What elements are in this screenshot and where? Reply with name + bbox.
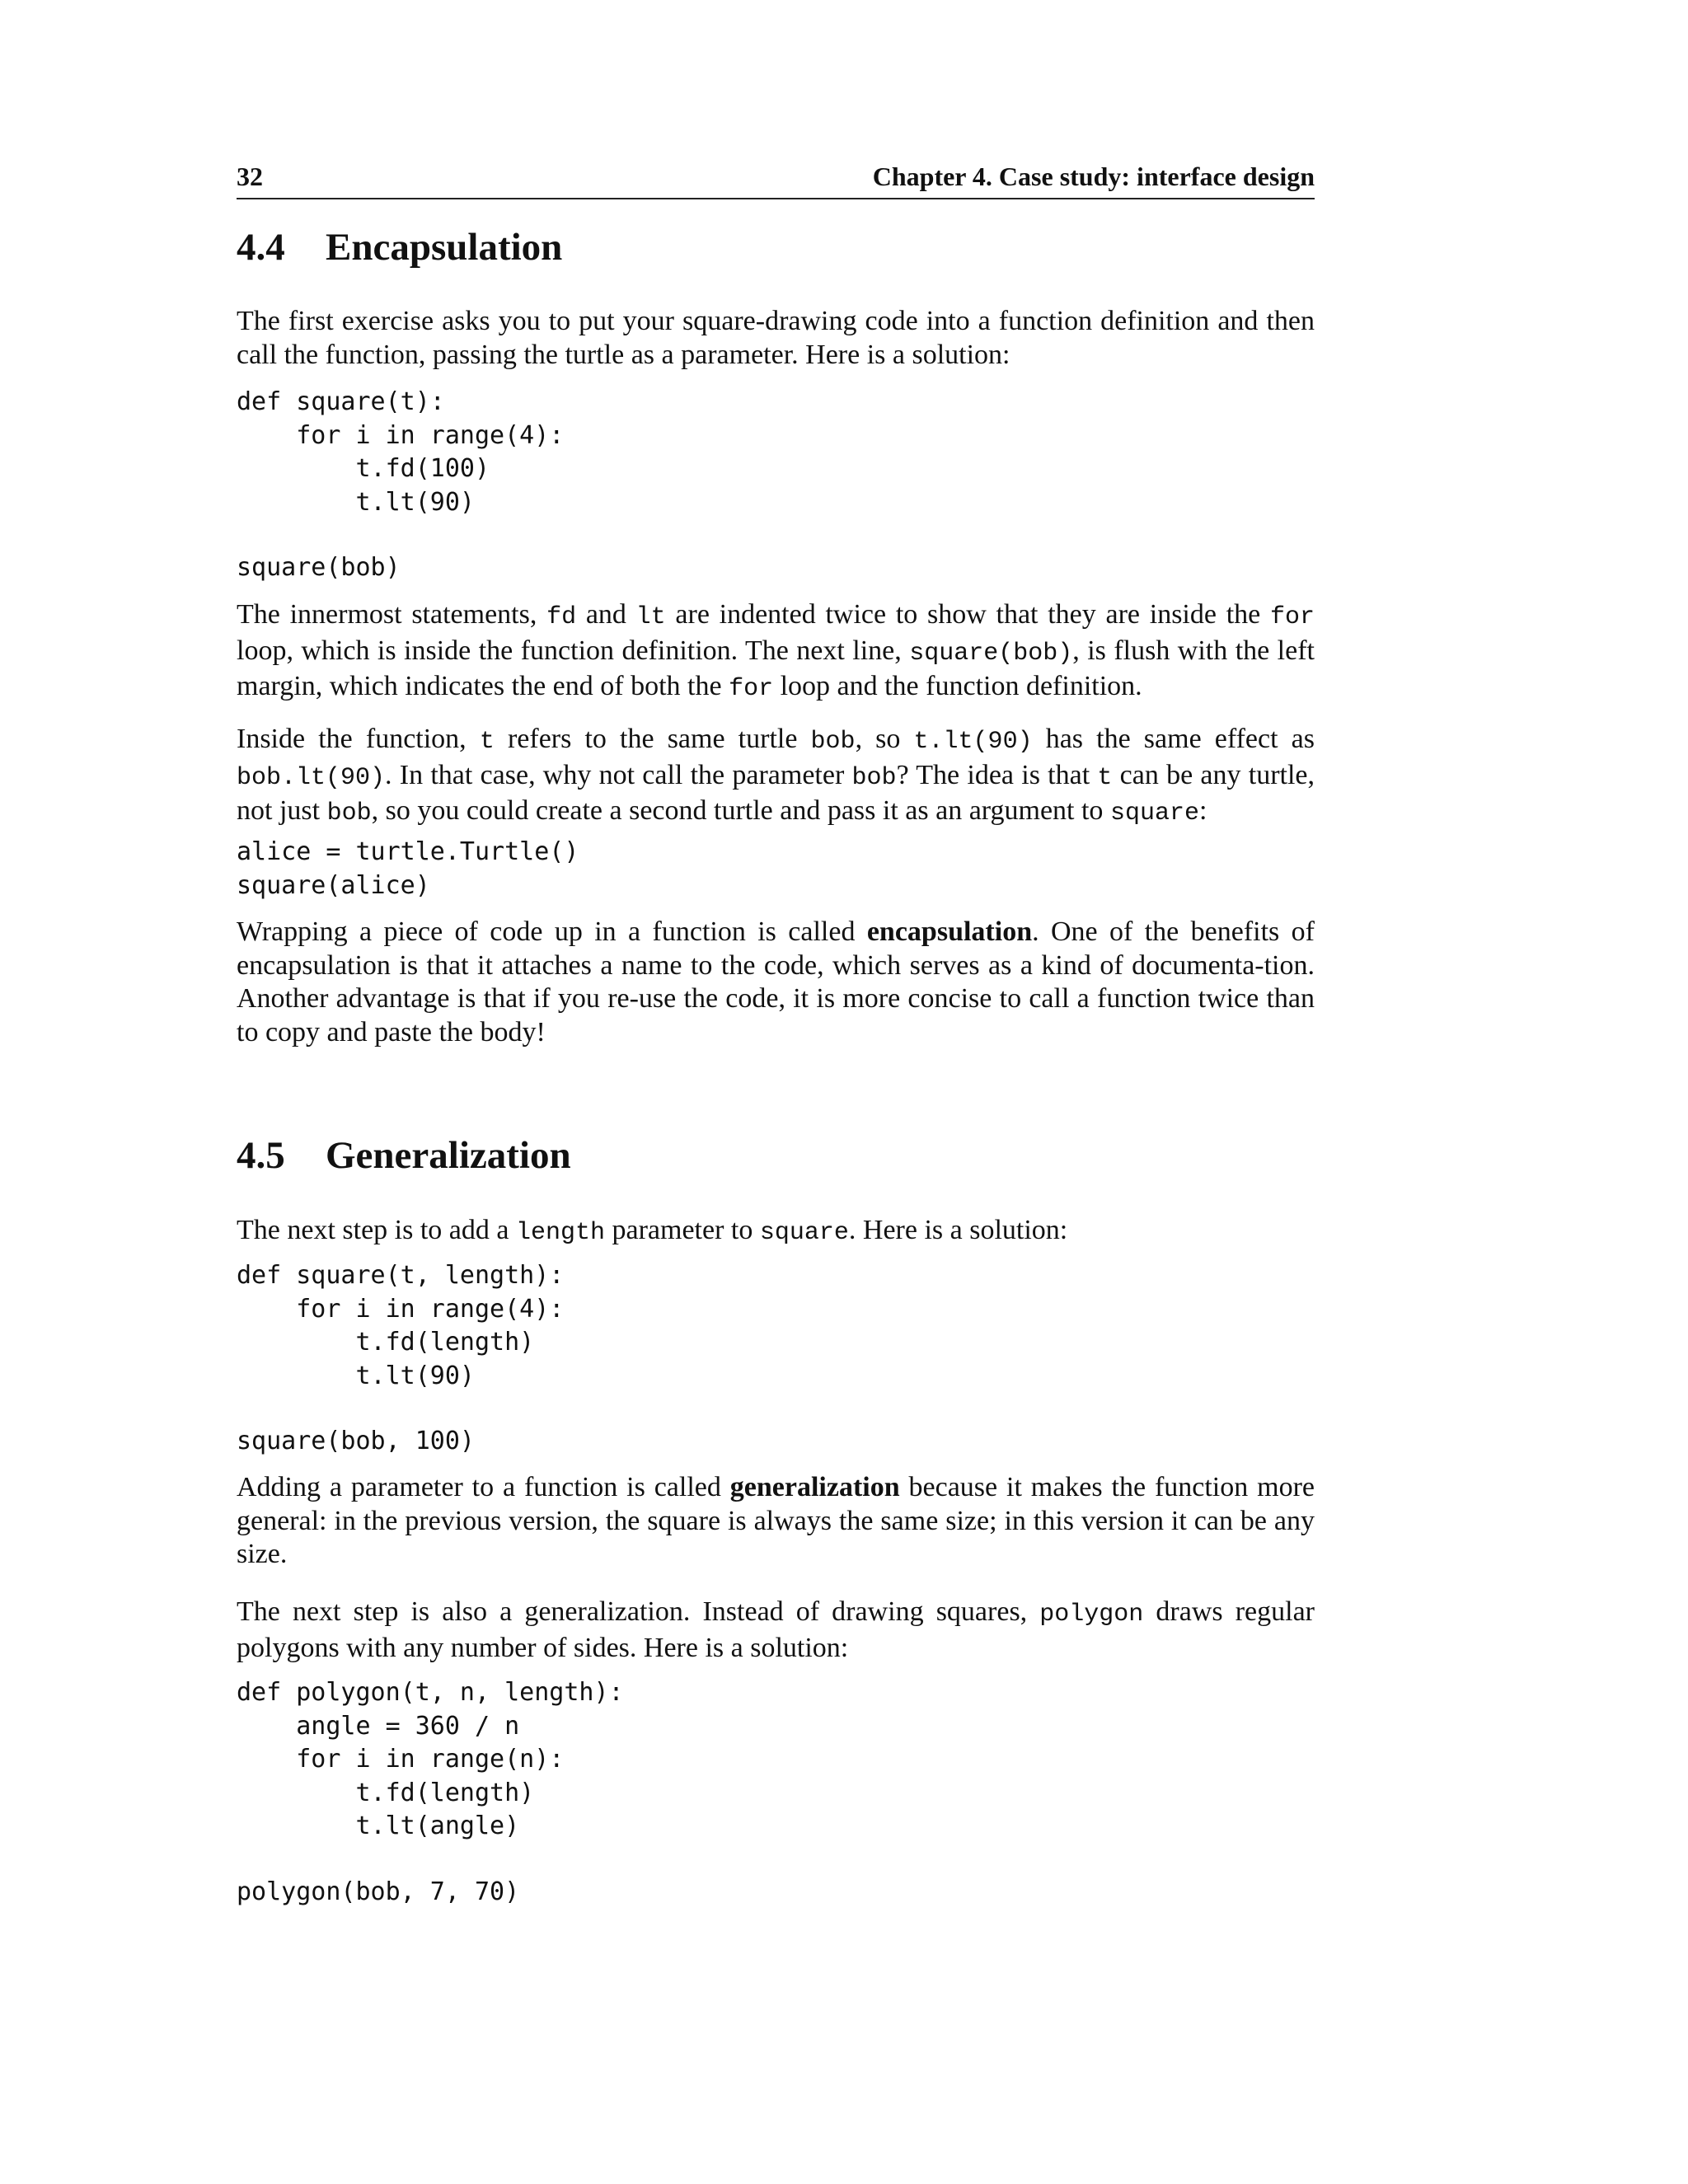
inline-code: t.lt(90) <box>913 728 1033 756</box>
inline-code: fd <box>546 603 577 631</box>
paragraph: Wrapping a piece of code up in a function is called encapsulation. One of the benefits of encapsulation is that it attaches a name to the code, which serves as a kind of documenta-tion. Another advantage is that if you re-use the code, it is more concise to call a function twice than to copy and paste the body! <box>237 916 1315 1047</box>
term-bold: generalization <box>729 1472 900 1502</box>
paragraph: The innermost statements, fd and lt are indented twice to show that they are inside the for loop, which is inside the function definition. The next line, square(bob), is flush with the left margin, which indicates the end of both the for loop and the function definition. <box>237 599 1315 703</box>
inline-code: bob <box>326 799 372 827</box>
section-heading-4-4 <box>237 225 562 269</box>
inline-code: t <box>1097 763 1113 792</box>
section-number: 4.4 <box>237 226 285 269</box>
inline-code: bob.lt(90) <box>237 763 386 792</box>
chapter-title: Chapter 4. Case study: interface design <box>872 162 1315 191</box>
code-block: polygon(bob, 7, 70) <box>237 1877 520 1906</box>
term-bold: encapsulation <box>866 916 1033 947</box>
paragraph: The next step is to add a length parameter to square. Here is a solution: <box>237 1215 1068 1247</box>
inline-code: square(bob) <box>909 639 1073 668</box>
page-number: 32 <box>237 162 263 191</box>
section-number: 4.5 <box>237 1134 285 1177</box>
inline-code: bob <box>851 763 897 792</box>
code-block: def square(t): for i in range(4): t.fd(100) t.lt(90) <box>237 387 565 517</box>
inline-code: t <box>479 728 495 756</box>
section-heading-4-5 <box>237 1133 571 1178</box>
paragraph: Adding a parameter to a function is called generalization because it makes the function more general: in the previous version, the square is always the same size; in this version it can be any size. <box>237 1472 1315 1569</box>
inline-code: length <box>515 1219 606 1247</box>
section-title: Encapsulation <box>326 226 563 269</box>
code-block: square(bob) <box>237 553 401 582</box>
inline-code: lt <box>635 603 666 631</box>
paragraph: Inside the function, t refers to the same turtle bob, so t.lt(90) has the same effect as bob.lt(90). In that case, why not call the parameter bob? The idea is that t can be any turtle, not just bob, so you could create a second turtle and pass it as an argument to square: <box>237 724 1315 827</box>
section-title: Generalization <box>326 1134 571 1177</box>
code-block: square(bob, 100) <box>237 1427 475 1455</box>
inline-code: bob <box>810 728 856 756</box>
inline-code: square <box>1109 799 1199 827</box>
inline-code: square <box>759 1219 849 1247</box>
paragraph: The next step is also a generalization. Instead of drawing squares, polygon draws regular polygons with any number of sides. Here is a solution: <box>237 1596 1315 1663</box>
running-header <box>237 160 1315 199</box>
inline-code: for <box>1269 603 1315 631</box>
paragraph: The first exercise asks you to put your square-drawing code into a function definition and then call the function, passing the turtle as a parameter. Here is a solution: <box>237 306 1315 370</box>
code-block: alice = turtle.Turtle() square(alice) <box>237 837 579 900</box>
code-block: def square(t, length): for i in range(4): t.fd(length) t.lt(90) <box>237 1261 565 1390</box>
inline-code: for <box>729 675 774 703</box>
inline-code: polygon <box>1039 1601 1144 1629</box>
code-block: def polygon(t, n, length): angle = 360 / n for i in range(n): t.fd(length) t.lt(angle) <box>237 1678 624 1840</box>
